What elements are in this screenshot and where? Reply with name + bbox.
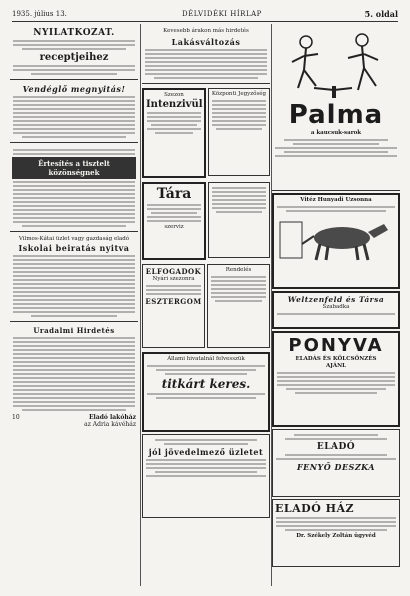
ad-right-small [208, 182, 270, 258]
ad-elado-deszka [272, 429, 400, 497]
column-2 [142, 24, 270, 588]
notice-uradalmi [10, 324, 138, 430]
ad-ponyva [272, 331, 400, 427]
ad-footer: FENYŐ DESZKA [296, 462, 376, 472]
ad-weltzenfeld [272, 291, 400, 329]
ad-title: Állami hivatalnál felvesszük [167, 356, 245, 362]
ad-title: Szezon [164, 92, 184, 98]
palma-brand: Palma [288, 100, 384, 130]
ad-grid-row1 [142, 86, 270, 180]
column-rule-1 [140, 24, 141, 586]
notice-vendeglo [10, 82, 138, 143]
notice-title: Vendéglő megnyitás! [22, 84, 126, 94]
ad-grid-row3 [142, 262, 270, 350]
notice-nyilatkozat [10, 26, 138, 80]
ad-subtitle: Nyári szezonra [152, 276, 195, 282]
ad-titkar [142, 352, 270, 432]
notice-heading: Lakásváltozás [171, 37, 241, 47]
notice-subtitle: Iskolai beiratás nyitva [18, 243, 130, 253]
notice-elado [10, 234, 138, 322]
ad-title: Vitéz Hunyadi Uzsonna [300, 197, 372, 203]
ad-kozpont [208, 88, 270, 176]
ad-headline: Intenzivül [146, 99, 203, 110]
ad-headline: Weltzenfeld és Társa [287, 295, 385, 304]
ad-title: Központi Jegyzőség [211, 91, 267, 97]
ad-signature: Dr. Székely Zoltán ügyvéd [296, 533, 376, 539]
page-header [12, 9, 398, 22]
ponyva-subtitle2: AJÁNL [325, 363, 347, 369]
header-date: 1935. július 13. [12, 10, 67, 18]
small-ad-line2: az Adria kávéház [84, 421, 136, 428]
ad-headline: titkárt keres. [161, 377, 251, 391]
header-page-number: 5. oldal [364, 9, 398, 19]
ponyva-subtitle: ELADÁS ÉS KÖLCSÖNZÉS [295, 356, 377, 362]
header-paper-name: DÉLVIDÉKI HÍRLAP [182, 10, 262, 18]
notice-top [142, 26, 270, 84]
notice-ertesites [10, 145, 138, 232]
column-1 [10, 24, 138, 588]
ad-elfogadok [142, 264, 205, 348]
ad-headline: ELFOGADOK [145, 267, 202, 276]
ad-title: Rendelés [225, 267, 252, 273]
notice-keyword: receptjeihez [39, 52, 109, 63]
ad-szezon [142, 88, 206, 178]
ad-uzlet [142, 434, 270, 518]
palma-illustration [274, 28, 398, 100]
notice-title: Kevesebb árakon más hirdetés [163, 28, 249, 34]
ad-tara [142, 182, 206, 260]
ponyva-headline: PONYVA [288, 335, 384, 356]
notice-title: Vilmos-Kátai üzlet vagy gazdaság eladó [18, 236, 130, 242]
ad-grid-row2 [142, 180, 270, 262]
ad-subtitle: Szabadka [322, 304, 350, 310]
horse-illustration [276, 214, 396, 264]
footer-number: 10 [12, 414, 20, 421]
column-3 [272, 24, 400, 588]
notice-title: NYILATKOZAT. [33, 28, 115, 38]
ad-palma [272, 26, 400, 191]
notice-title: Uradalmi Hirdetés [33, 326, 115, 335]
notice-banner: Értesítés a tisztelt közönségnek [12, 157, 136, 179]
ad-headline: ELADÓ [316, 442, 356, 452]
ad-headline: Tára [156, 186, 192, 202]
small-ad-line1: Eladó lakóház [88, 414, 136, 421]
ad-headline: ELADÓ HÁZ [275, 502, 355, 515]
palma-subtitle: a kaucsuk-sarok [310, 130, 362, 136]
ad-hunyadi [272, 193, 400, 289]
ad-rendeles [207, 264, 270, 348]
ad-signature: ESZTERGOM [145, 297, 202, 306]
ad-elado-haz [272, 499, 400, 567]
ad-footer: szerviz [164, 224, 184, 230]
ad-headline: jól jövedelmező üzletet [148, 447, 264, 457]
